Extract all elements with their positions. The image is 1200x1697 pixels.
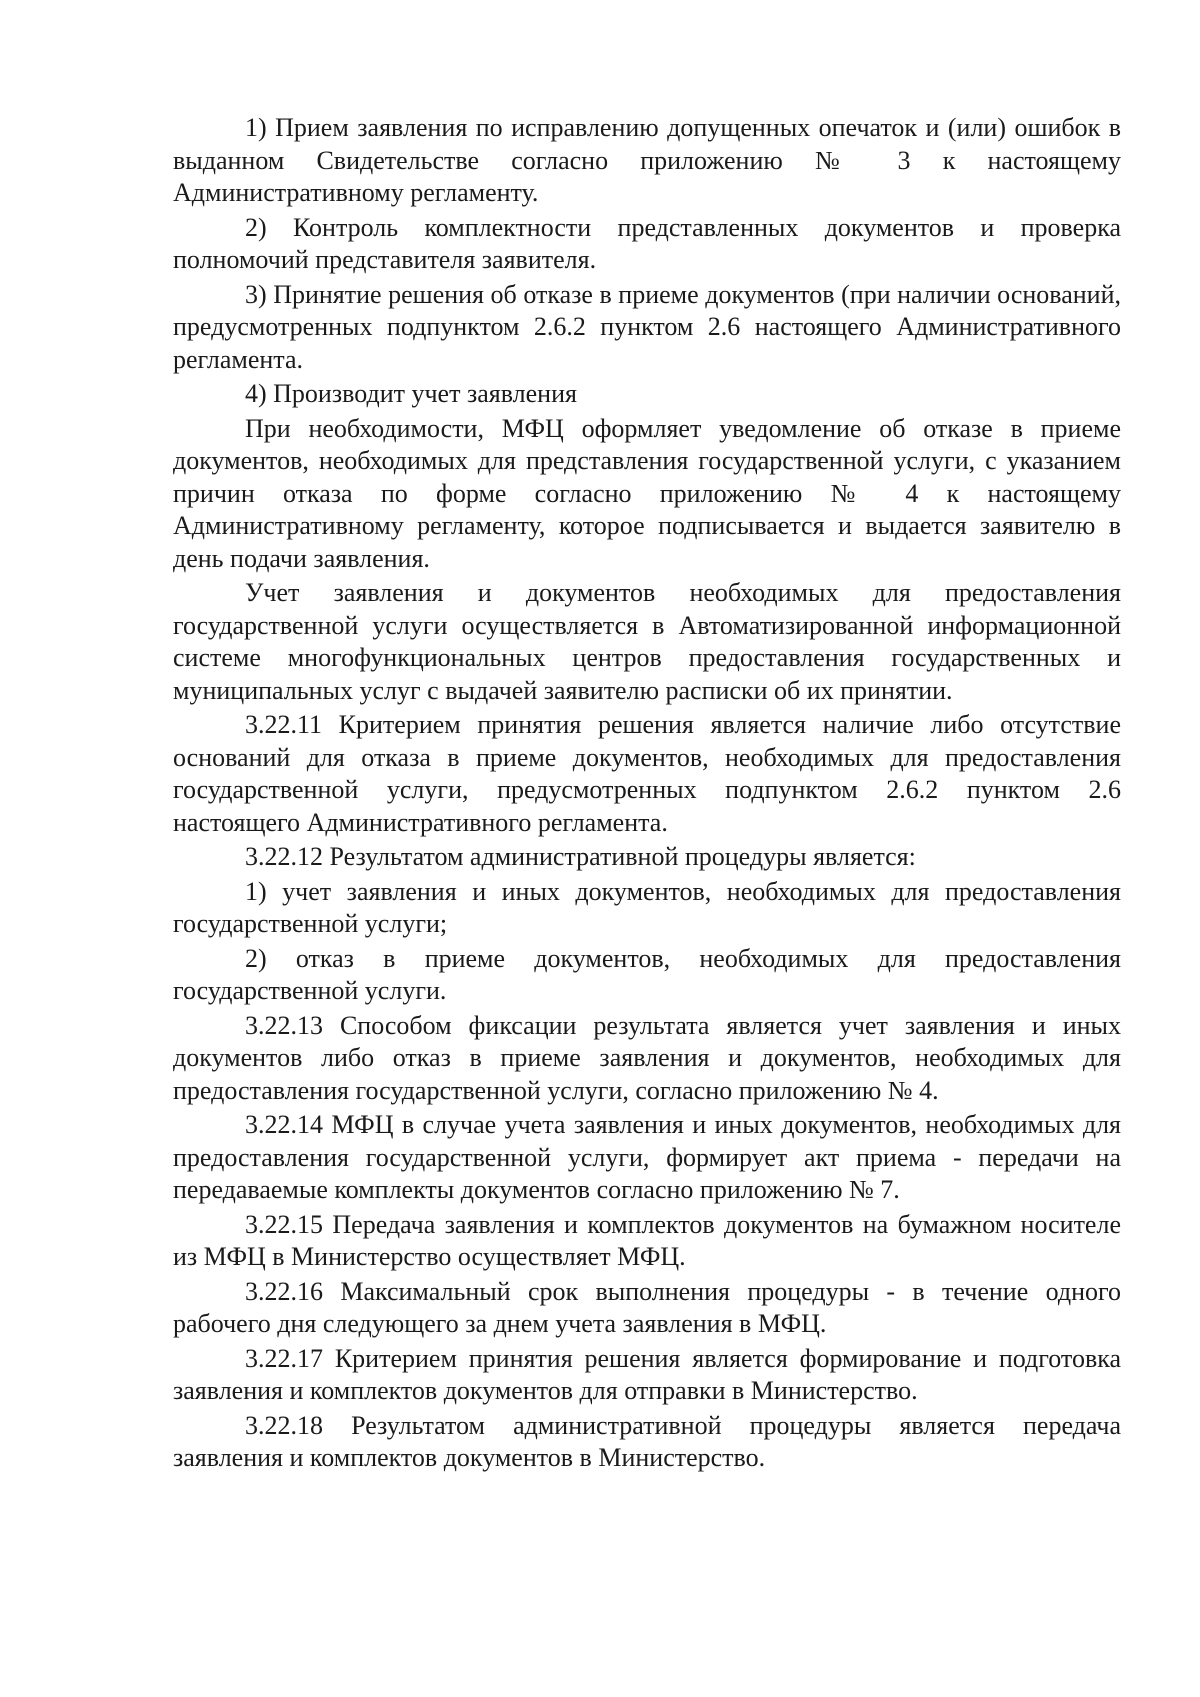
paragraph-3-22-17: 3.22.17 Критерием принятия решения является формирование и подготовка заявления и комплектов документов для отправки в Министерство. [173, 1343, 1121, 1405]
paragraph-3-22-18: 3.22.18 Результатом административной процедуры является передача заявления и комплектов документов в Министерство. [173, 1410, 1121, 1472]
paragraph-item-3: 3) Принятие решения об отказе в приеме документов (при наличии оснований, предусмотренных подпунктом 2.6.2 пунктом 2.6 настоящего Административного регламента. [173, 279, 1121, 374]
paragraph-registration: Учет заявления и документов необходимых для предоставления государственной услуги осуществляется в Автоматизированной информационной системе многофункциональных центров предоставления государственных и муниципальных услуг с выдачей заявителю расписки об их принятии. [173, 578, 1121, 705]
paragraph-3-22-12: 3.22.12 Результатом административной процедуры является: [245, 842, 916, 871]
paragraph-3-22-15: 3.22.15 Передача заявления и комплектов документов на бумажном носителе из МФЦ в Министерство осуществляет МФЦ. [173, 1209, 1121, 1271]
document-page [173, 112, 1121, 1477]
paragraph-3-22-13: 3.22.13 Способом фиксации результата является учет заявления и иных документов либо отказ в приеме заявления и документов, необходимых для предоставления государственной услуги, согласно приложению № 4. [173, 1010, 1121, 1105]
paragraph-3-22-16: 3.22.16 Максимальный срок выполнения процедуры - в течение одного рабочего дня следующего за днем учета заявления в МФЦ. [173, 1276, 1121, 1338]
paragraph-result-2: 2) отказ в приеме документов, необходимых для предоставления государственной услуги. [173, 943, 1121, 1005]
paragraph-item-1: 1) Прием заявления по исправлению допущенных опечаток и (или) ошибок в выданном Свидетельстве согласно приложению № 3 к настоящему Административному регламенту. [173, 113, 1121, 207]
paragraph-item-4: 4) Производит учет заявления [245, 379, 577, 408]
paragraph-item-2: 2) Контроль комплектности представленных документов и проверка полномочий представителя заявителя. [173, 212, 1121, 274]
paragraph-result-1: 1) учет заявления и иных документов, необходимых для предоставления государственной услуги; [173, 876, 1121, 938]
paragraph-3-22-14: 3.22.14 МФЦ в случае учета заявления и иных документов, необходимых для предоставления государственной услуги, формирует акт приема - передачи на передаваемые комплекты документов согласно приложению № 7. [173, 1110, 1121, 1204]
paragraph-3-22-11: 3.22.11 Критерием принятия решения является наличие либо отсутствие оснований для отказа в приеме документов, необходимых для предоставления государственной услуги, предусмотренных подпунктом 2.6.2 пунктом 2.6 настоящего Административного регламента. [173, 710, 1121, 837]
paragraph-refusal-notice: При необходимости, МФЦ оформляет уведомление об отказе в приеме документов, необходимых для представления государственной услуги, с указанием причин отказа по форме согласно приложению № 4 к настоящему Административному регламенту, которое подписывается и выдается заявителю в день подачи заявления. [173, 413, 1121, 573]
